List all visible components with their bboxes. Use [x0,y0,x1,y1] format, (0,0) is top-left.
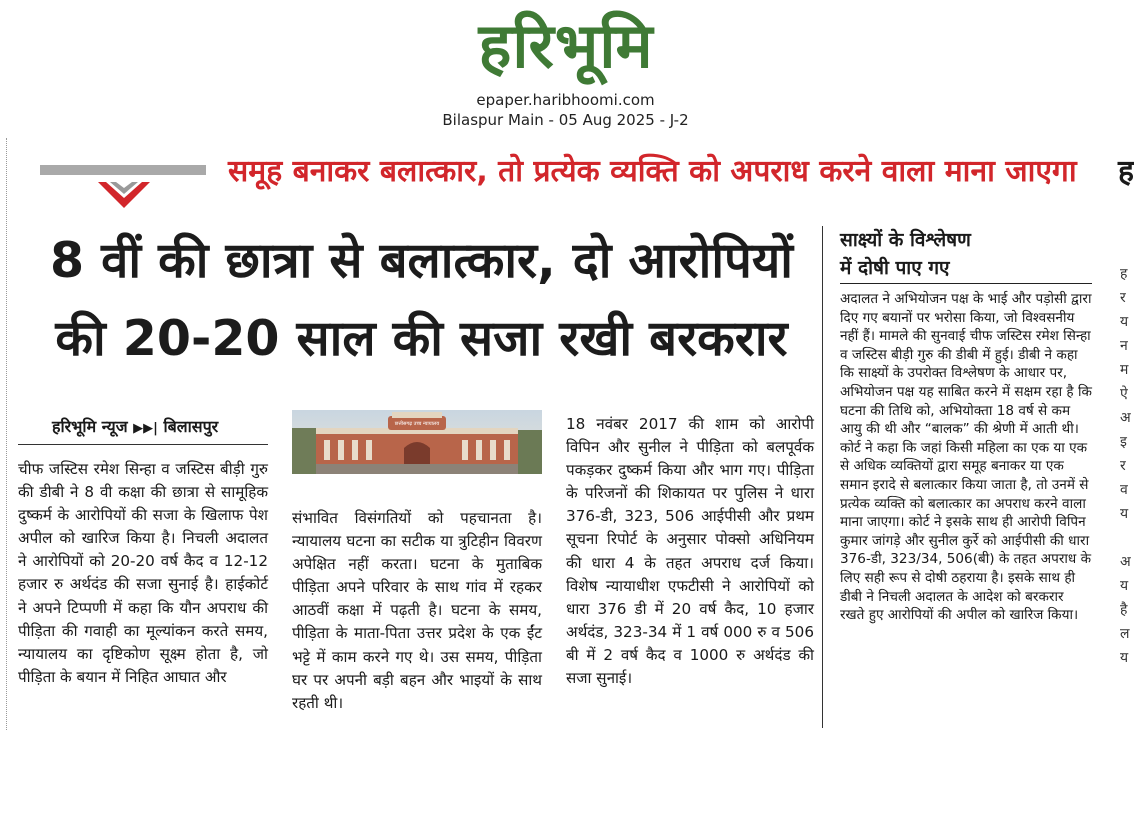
sidebar-heading-line-2: में दोषी पाए गए [840,257,950,279]
byline-source: हरिभूमि न्यूज [52,417,128,436]
byline-divider [18,444,268,445]
article-column-2: संभावित विसंगतियों को पहचानता है। न्यायालय घटना का सटीक या त्रुटिहीन विवरण अपेक्षित नहीं करता। घटना के मुताबिक पीड़िता अपने परिवार के साथ गांव में रहकर आठवीं कक्षा में पढ़ती है। घटना के समय, पीड़िता के माता-पिता उत्तर प्रदेश के एक ईंट भट्टे में काम करने गए थे। उस समय, पीड़िता घर पर अपनी बड़ी बहन और भाइयों के साथ रहती थी। [292,509,542,712]
sidebar-divider [822,226,823,728]
chevron-down-icon [98,178,150,214]
sidebar-heading [840,226,1095,282]
headline-line-1: 8 वीं की छात्रा से बलात्कार, दो आरोपियों [50,232,793,289]
headline-line-2: की 20-20 साल की सजा रखी बरकरार [55,310,788,367]
kicker-headline: समूह बनाकर बलात्कार, तो प्रत्येक व्यक्ति को अपराध करने वाला माना जाएगा [228,154,1077,189]
sidebar-body: अदालत ने अभियोजन पक्ष के भाई और पड़ोसी द्वारा दिए गए बयानों पर भरोसा किया, जो विश्वसनीय नहीं हैं। मामले की सुनवाई चीफ जस्टिस रमेश सिन्हा व जस्टिस बीड़ी गुरु की डीबी में हुई। डीबी ने कहा कि साक्ष्यों के उपरोक्त विश्लेषण के आधार पर, अभियोजन पक्ष यह साबित करने में सक्षम रहा है कि घटना की तिथि को, अभियोक्ता 18 वर्ष से कम आयु की थी और “बालक” की श्रेणी में आती थी। कोर्ट ने कहा कि जहां किसी महिला का एक या एक से अधिक व्यक्तियों द्वारा समूह बनाकर या एक समान इरादे से बलात्कार किया जाता है, तो उनमें से प्रत्येक व्यक्ति को बलात्कार का अपराध करने वाला माना जाएगा। कोर्ट ने इसके साथ ही आरोपी विपिन कुमार जांगड़े और सुनील कुर्रे को आईपीसी की धारा 376-डी, 323/34, 506(बी) के तहत अपराध के लिए सही रूप से दोषी ठहराया है। इसके साथ ही डीबी ने निचली अदालत के आदेश को बरकरार रखते हुए आरोपियों की अपील को खारिज किया। [840,291,1092,624]
next-article-column-fragment: ह र य न म ऐ अ इ र व य अ य है ल य [1120,266,1131,666]
article-column-3: 18 नवंबर 2017 की शाम को आरोपी विपिन और सुनील ने पीड़िता को बलपूर्वक पकड़कर दुष्कर्म किया और भाग गए। पीड़िता के परिजनों की शिकायत पर पुलिस ने धारा 376-डी, 323, 506 आईपीसी और प्रथम सूचना रिपोर्ट के अनुसार पोक्सो अधिनियम की धारा 4 के तहत अपराध दर्ज किया। विशेष न्यायाधीश एफटीसी ने आरोपियों को धारा 376 डी में 20 वर्ष कैद, 10 हजार अर्थदंड, 323-34 में 1 वर्ष 000 रु व 506 बी में 2 वर्ष कैद व 1000 रु अर्थदंड की सजा सुनाई। [566,415,814,688]
next-article-kicker-fragment: ह [1118,154,1134,189]
haribhoomi-logo[interactable] [421,10,711,82]
main-headline[interactable] [24,222,819,378]
edition-info: Bilaspur Main - 05 Aug 2025 - J-2 [442,111,689,129]
byline-place: बिलासपुर [163,417,219,436]
sidebar-heading-line-1: साक्ष्यों के विश्लेषण [840,229,971,251]
photo-sign-text: छत्तीसगढ़ उच्च न्यायालय [394,421,440,427]
kicker-grey-bar [40,165,206,175]
byline-separator-icon: ▶▶| [133,421,158,436]
page-left-divider [6,138,8,730]
high-court-photo[interactable] [292,410,542,474]
site-url[interactable]: epaper.haribhoomi.com [476,91,655,109]
court-building-image [292,410,542,474]
logo-text: हरिभूमि [478,9,654,82]
article-column-1: चीफ जस्टिस रमेश सिन्हा व जस्टिस बीड़ी गुरु की डीबी ने 8 वी कक्षा की छात्रा से सामूहिक दुष्कर्म के आरोपियों की सजा के खिलाफ पेश अपील को खारिज किया है। निचली अदालत ने आरोपियों को 20-20 वर्ष कैद व 12-12 हजार रु अर्थदंड की सजा सुनाई है। हाईकोर्ट ने अपने टिप्पणी में कहा कि यौन अपराध की पीड़िता की गवाही का मूल्यांकन करते समय, न्यायालय का दृष्टिकोण सूक्ष्म होता है, जो पीड़िता के बयान में निहित आघात और [18,460,268,686]
byline [52,416,267,440]
sidebar-heading-divider [840,283,1092,284]
